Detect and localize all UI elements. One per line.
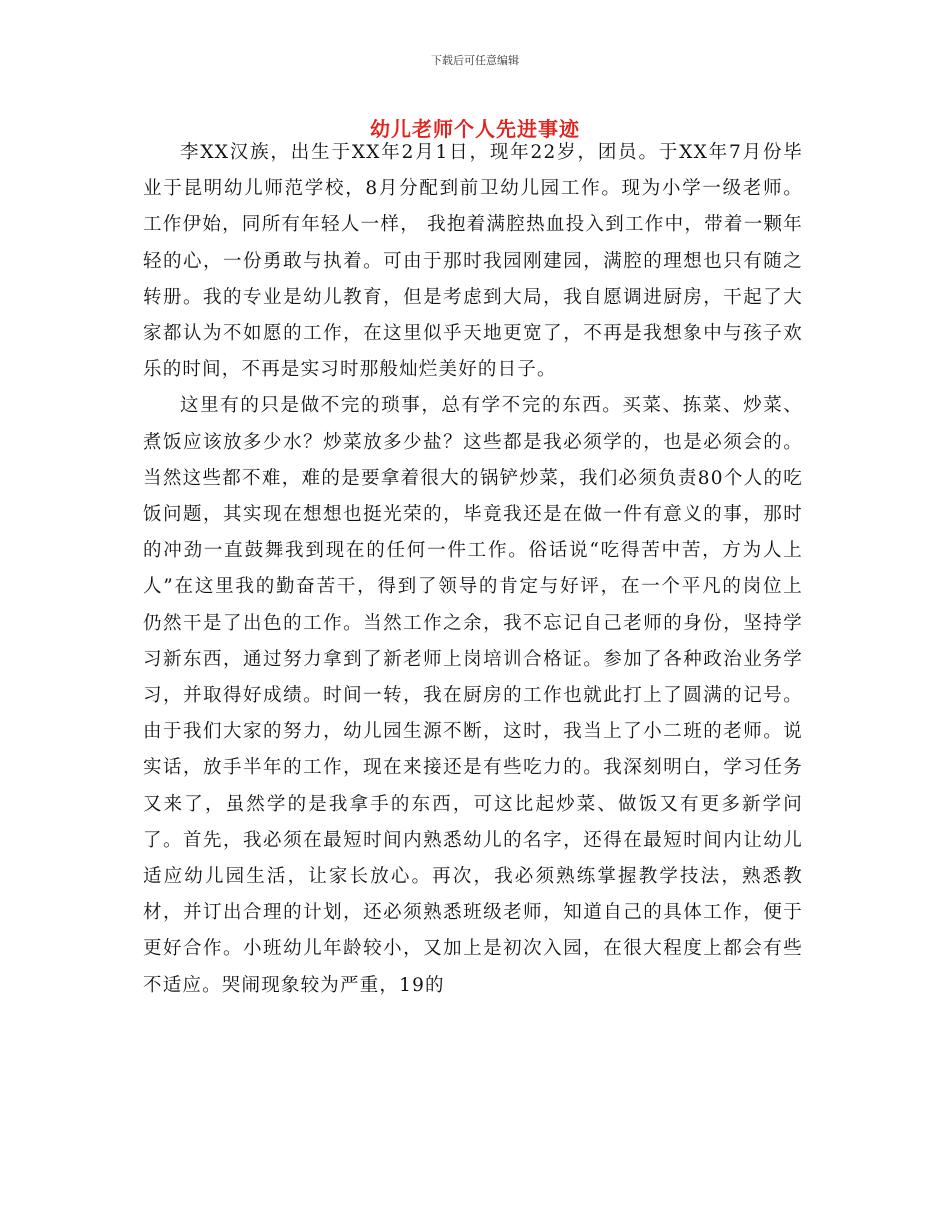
paragraph-2: 这里有的只是做不完的琐事，总有学不完的东西。买菜、拣菜、炒菜、煮饭应该放多少水？炒菜放多少盐？这些都是我必须学的，也是必须会的。当然这些都不难，难的是要拿着很大的锅铲炒菜，我们必须负责80个人的吃饭问题，其实现在想想也挺光荣的，毕竟我还是在做一件有意义的事，那时的冲劲一直鼓舞我到现在的任何一件工作。俗话说“吃得苦中苦，方为人上人”在这里我的勤奋苦干，得到了领导的肯定与好评，在一个平凡的岗位上仍然干是了出色的工作。当然工作之余，我不忘记自己老师的身份，坚持学习新东西，通过努力拿到了新老师上岗培训合格证。参加了各种政治业务学习，并取得好成绩。时间一转，我在厨房的工作也就此打上了圆满的记号。由于我们大家的努力，幼儿园生源不断，这时，我当上了小二班的老师。说实话，放手半年的工作，现在来接还是有些吃力的。我深刻明白，学习任务又来了，虽然学的是我拿手的东西，可这比起炒菜、做饭又有更多新学问了。首先，我必须在最短时间内熟悉幼儿的名字，还得在最短时间内让幼儿适应幼儿园生活，让家长放心。再次，我必须熟练掌握教学技法，熟悉教材，并订出合理的计划，还必须熟悉班级老师，知道自己的具体工作，便于更好合作。小班幼儿年龄较小，又加上是初次入园，在很大程度上都会有些不适应。哭闹现象较为严重，19的: [143, 395, 803, 996]
header-note: 下载后可任意编辑: [431, 54, 519, 67]
document-body: [143, 135, 803, 1004]
paragraph-1: 李XX汉族，出生于XX年2月1日，现年22岁，团员。于XX年7月份毕业于昆明幼儿师范学校，8月分配到前卫幼儿园工作。现为小学一级老师。工作伊始，同所有年轻人一样， 我抱着满腔热血投入到工作中，带着一颗年轻的心，一份勇敢与执着。可由于那时我园刚建园，满腔的理想也只有随之转册。我的专业是幼儿教育，但是考虑到大局，我自愿调进厨房，干起了大家都认为不如愿的工作，在这里似乎天地更宽了，不再是我想象中与孩子欢乐的时间，不再是实习时那般灿烂美好的日子。: [143, 142, 803, 381]
document-title: 幼儿老师个人先进事迹: [370, 117, 580, 141]
